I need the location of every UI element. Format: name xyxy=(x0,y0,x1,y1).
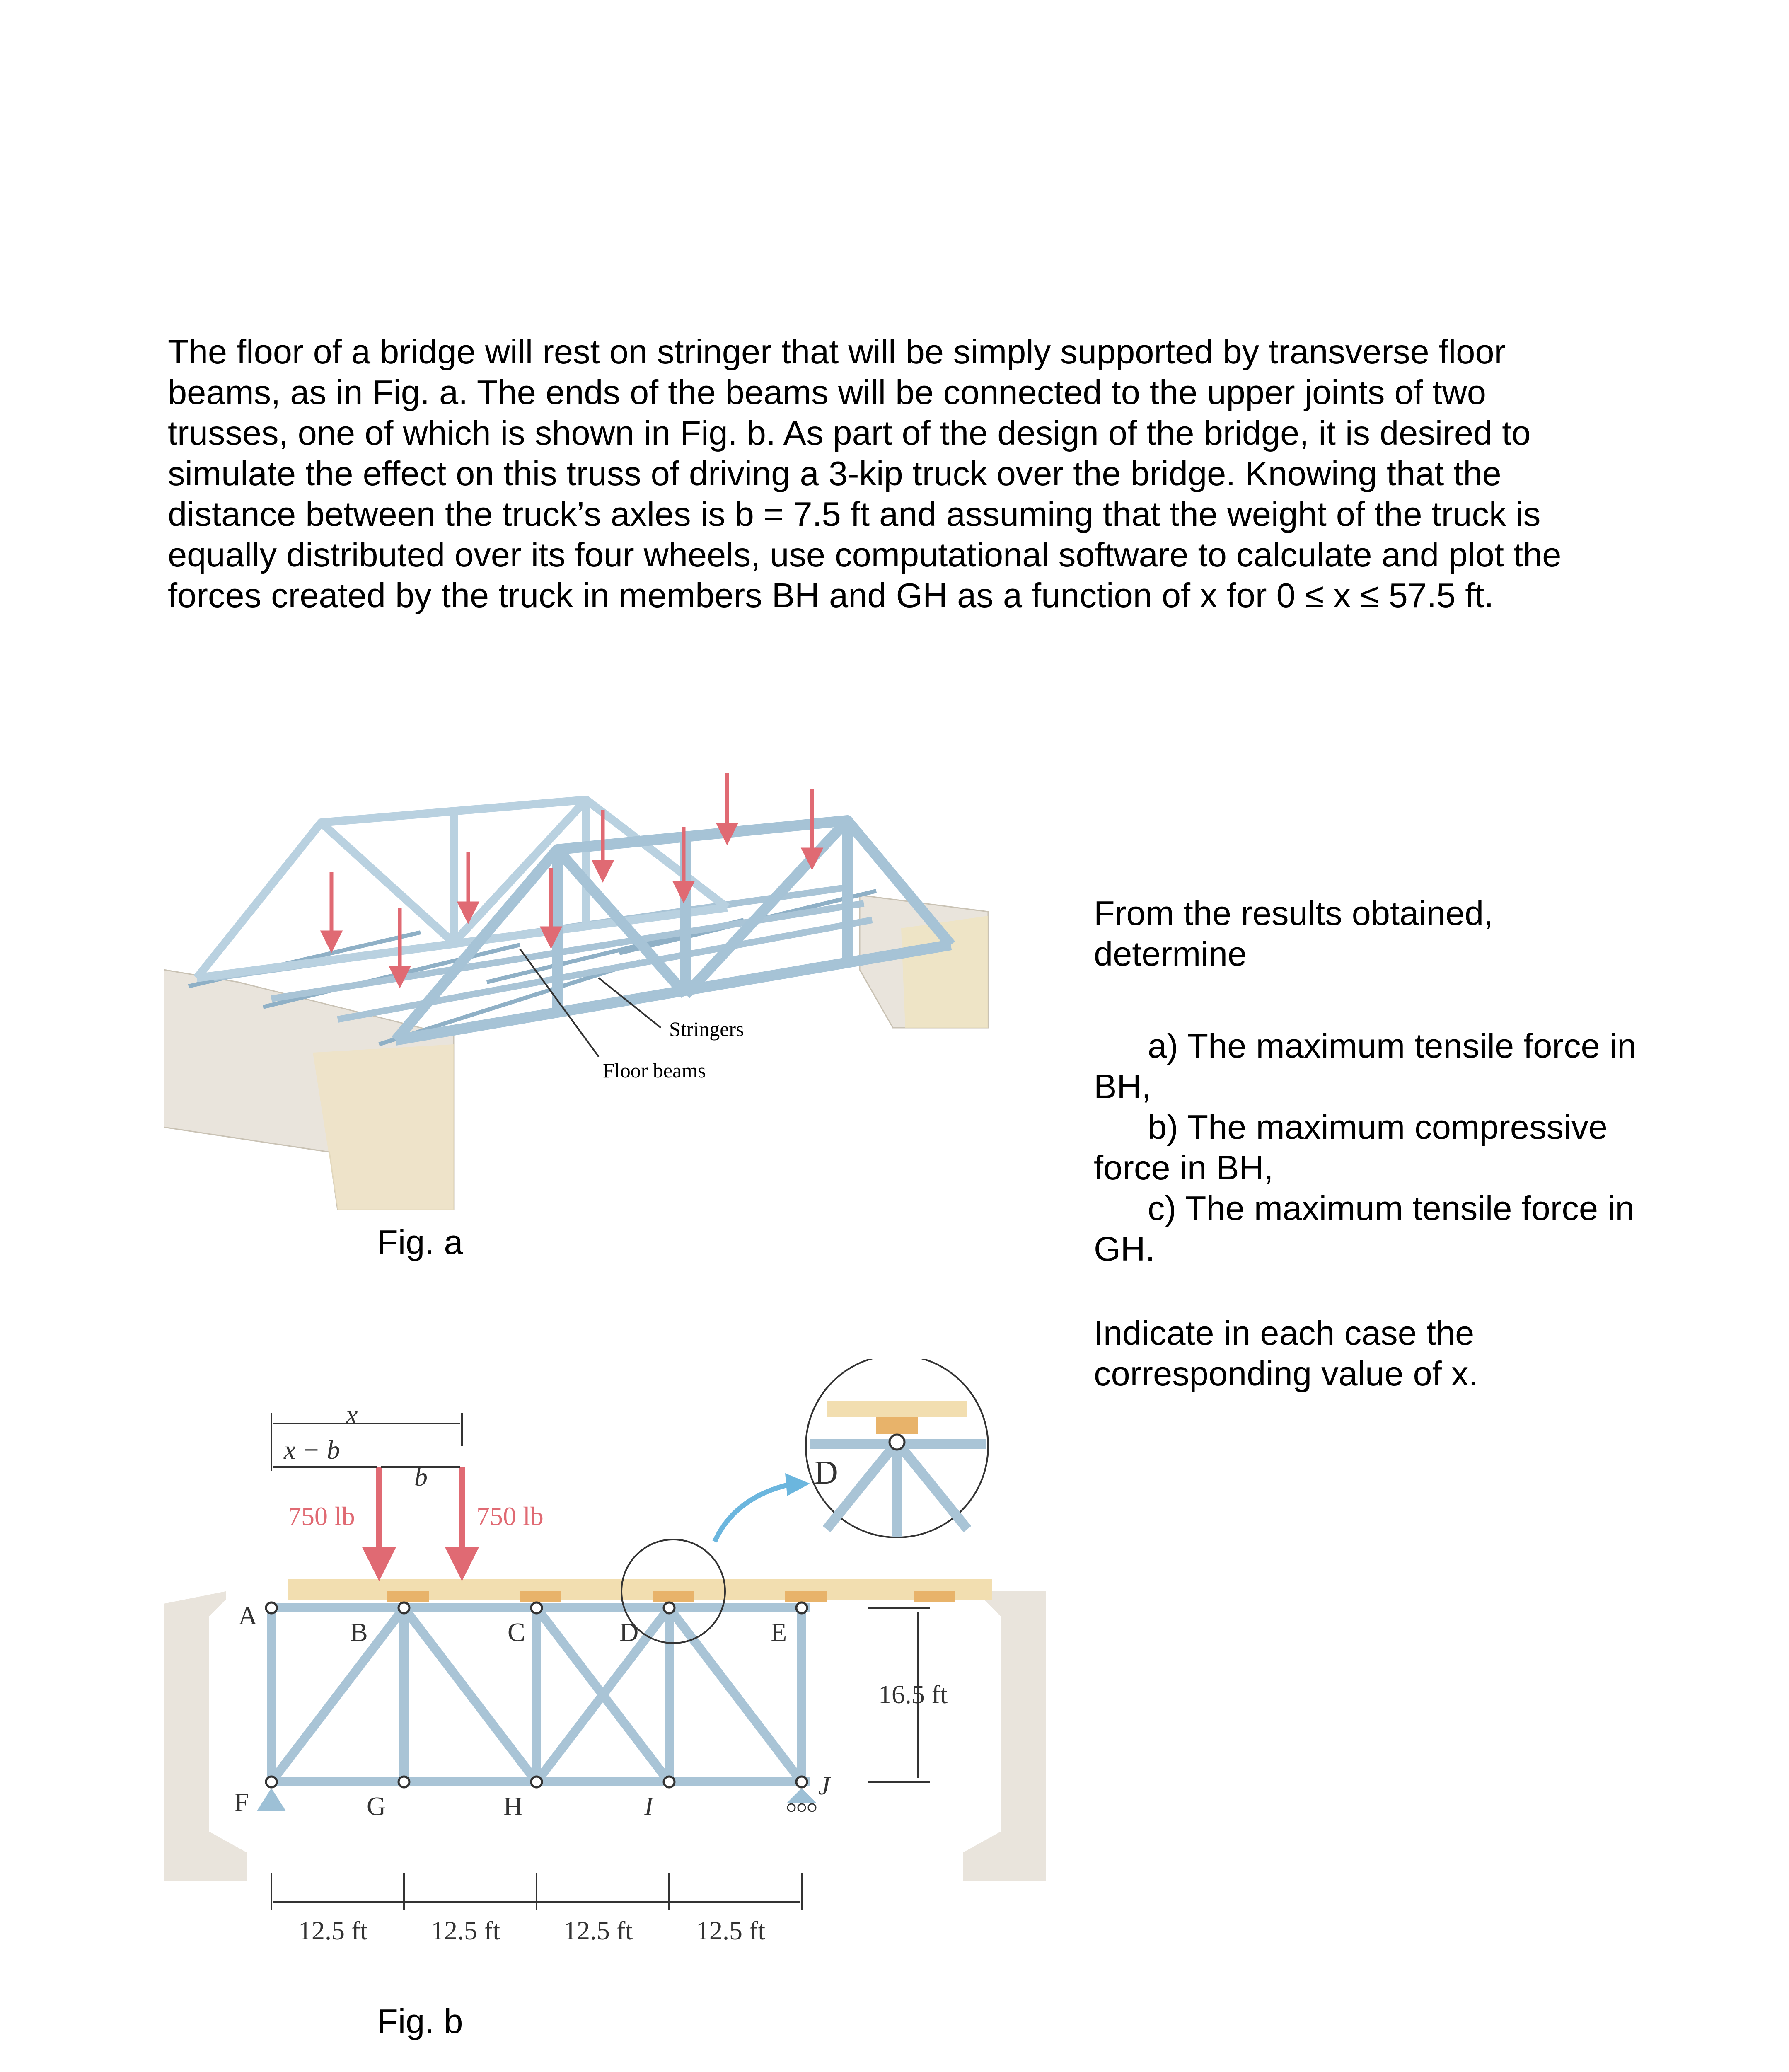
problem-text: The floor of a bridge will rest on stringer that will be simply supported by transverse floor beams, as in Fig. a. The ends of the beams will be connected to the upper joints of two trusses, one of which is shown in Fig. b. As part of the design of the bridge, it is desired to simulate the effect on this truss of driving a 3-kip truck over the bridge. Knowing that the distance between the truck’s axles is b = 7.5 ft and assuming that the weight of the truck is equally distributed over its four wheels, use computational software to calculate and plot the forces created by the truck in members BH and GH as a function of x for 0 ≤ x ≤ 57.5 ft. xyxy=(168,332,1562,615)
x-dim-label: x xyxy=(346,1400,358,1429)
determine-lead: From the results obtained, determine xyxy=(1094,894,1494,973)
question-a: a) The maximum tensile force in BH, xyxy=(1094,1026,1637,1106)
load-right-label: 750 lb xyxy=(476,1501,544,1531)
joint-C: C xyxy=(508,1617,525,1647)
span-label-3: 12.5 ft xyxy=(563,1916,633,1945)
span-label-2: 12.5 ft xyxy=(431,1916,500,1945)
question-c: c) The maximum tensile force in GH. xyxy=(1094,1189,1634,1268)
joint-D: D xyxy=(619,1617,639,1647)
joint-F: F xyxy=(234,1787,249,1817)
joint-J: J xyxy=(818,1771,830,1800)
height-dim-label: 16.5 ft xyxy=(878,1680,948,1709)
question-b: b) The maximum compressive force in BH, xyxy=(1094,1108,1608,1187)
bridge-3d-illustration xyxy=(164,713,1121,1210)
closing-instruction: Indicate in each case the corresponding value of x. xyxy=(1094,1314,1478,1393)
b-dim-label: b xyxy=(414,1462,428,1491)
stringers-label: Stringers xyxy=(669,1017,744,1041)
joint-I: I xyxy=(644,1791,653,1821)
joint-E: E xyxy=(771,1617,787,1647)
span-label-4: 12.5 ft xyxy=(696,1916,766,1945)
questions-list xyxy=(1094,1026,1674,1394)
figure-b xyxy=(164,1359,1117,1989)
load-left-label: 750 lb xyxy=(288,1501,355,1531)
truss-diagram xyxy=(164,1359,1117,1989)
detail-D-label: D xyxy=(814,1455,838,1491)
joint-B: B xyxy=(350,1617,368,1647)
problem-statement xyxy=(168,332,1610,616)
span-label-1: 12.5 ft xyxy=(298,1916,368,1945)
joint-A: A xyxy=(238,1601,258,1630)
joint-H: H xyxy=(503,1791,523,1821)
fig-b-caption: Fig. b xyxy=(377,2002,463,2041)
fig-a-caption: Fig. a xyxy=(377,1223,463,1261)
determine-block xyxy=(1094,893,1674,974)
x-minus-b-label: x − b xyxy=(284,1435,340,1464)
joint-G: G xyxy=(367,1791,386,1821)
figure-a xyxy=(164,713,1121,1210)
floor-beams-label: Floor beams xyxy=(603,1059,706,1082)
